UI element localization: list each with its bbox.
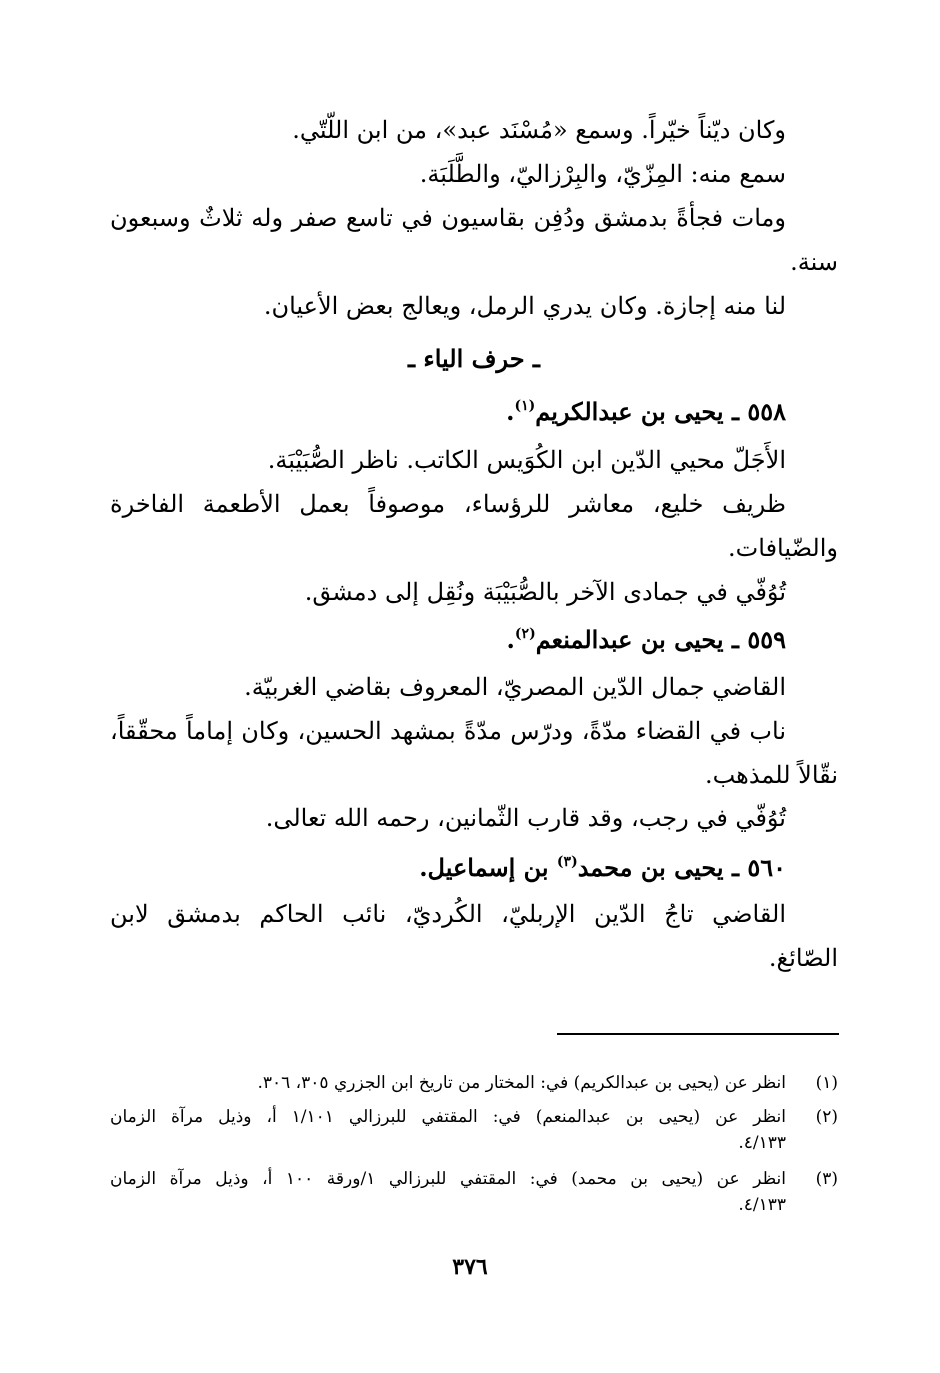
footnote-text: انظر عن (يحيى بن عبدالمنعم) في: المقتفي للبرزالي ١/١٠١ أ، وذيل مرآة الزمان	[110, 1107, 786, 1127]
text-line: الصّائغ.	[768, 944, 838, 972]
footnote-ref: (٣)	[556, 854, 578, 870]
entry-title-end: .	[506, 625, 515, 654]
footnote-ref: (٢)	[514, 626, 536, 642]
entry-title-559	[110, 623, 838, 657]
text-line: تُوُفّي في جمادى الآخر بالصُّبَيْبَة ونُقِل إلى دمشق.	[304, 578, 786, 606]
footnote-number: (٣)	[815, 1169, 838, 1189]
text-line: القاضي جمال الدّين المصريّ، المعروف بقاضي الغربيّة.	[244, 673, 786, 701]
entry-title-text: ٥٦٠ ـ يحيى بن محمد	[577, 853, 786, 882]
text-line: لنا منه إجازة. وكان يدري الرمل، ويعالج بعض الأعيان.	[263, 292, 786, 320]
footnote-number: (٢)	[815, 1107, 838, 1127]
text-line: ظريف خليع، معاشر للرؤساء، موصوفاً بعمل الأطعمة الفاخرة	[110, 490, 786, 518]
footnote-text: انظر عن (يحيى بن عبدالكريم) في: المختار من تاريخ ابن الجزري ٣٠٥، ٣٠٦.	[257, 1073, 786, 1093]
section-heading: ـ حرف الياء ـ	[408, 344, 540, 373]
text-line: الأَجَلّ محيي الدّين ابن الكُوَيس الكاتب. ناظر الصُّبَيْبَة.	[267, 446, 786, 474]
footnote-text: انظر عن (يحيى بن محمد) في: المقتفي للبرزالي ١/ورقة ١٠٠ أ، وذيل مرآة الزمان	[110, 1169, 786, 1189]
entry-title-558	[110, 395, 838, 429]
footnote-number: (١)	[815, 1073, 838, 1093]
entry-title-560	[110, 851, 838, 885]
text-line: نقّالاً للمذهب.	[704, 761, 838, 789]
text-line: والضّيافات.	[728, 534, 838, 562]
text-line: القاضي تاجُ الدّين الإربليّ، الكُرديّ، نائب الحاكم بدمشق لابن	[110, 900, 786, 928]
text-line: سمع منه: المِزّيّ، والبِرْزاليّ، والطَّلَبَة.	[419, 160, 786, 188]
text-line: سنة.	[790, 248, 838, 276]
footnote-text-continued: ٤/١٣٣.	[738, 1195, 786, 1215]
footnote-divider	[557, 1033, 839, 1035]
page-number: ٣٧٦	[452, 1254, 488, 1280]
footnote-ref: (١)	[514, 398, 536, 414]
entry-title-end: .	[506, 397, 515, 426]
footnote-text-continued: ٤/١٣٣.	[738, 1133, 786, 1153]
entry-title-end: بن إسماعيل.	[419, 853, 557, 882]
text-line: ناب في القضاء مدّةً، ودرّس مدّةً بمشهد الحسين، وكان إماماً محقّقاً،	[110, 717, 786, 745]
text-line: تُوُفّي في رجب، وقد قارب الثّمانين، رحمه الله تعالى.	[265, 804, 786, 832]
entry-title-text: ٥٥٨ ـ يحيى بن عبدالكريم	[535, 397, 786, 426]
text-line: ومات فجأةً بدمشق ودُفِن بقاسيون في تاسع صفر وله ثلاثٌ وسبعون	[110, 204, 786, 232]
text-line: وكان ديّناً خيّراً. وسمع «مُسْنَد عبد»، من ابن اللّتّي.	[292, 116, 786, 144]
entry-title-text: ٥٥٩ ـ يحيى بن عبدالمنعم	[535, 625, 786, 654]
